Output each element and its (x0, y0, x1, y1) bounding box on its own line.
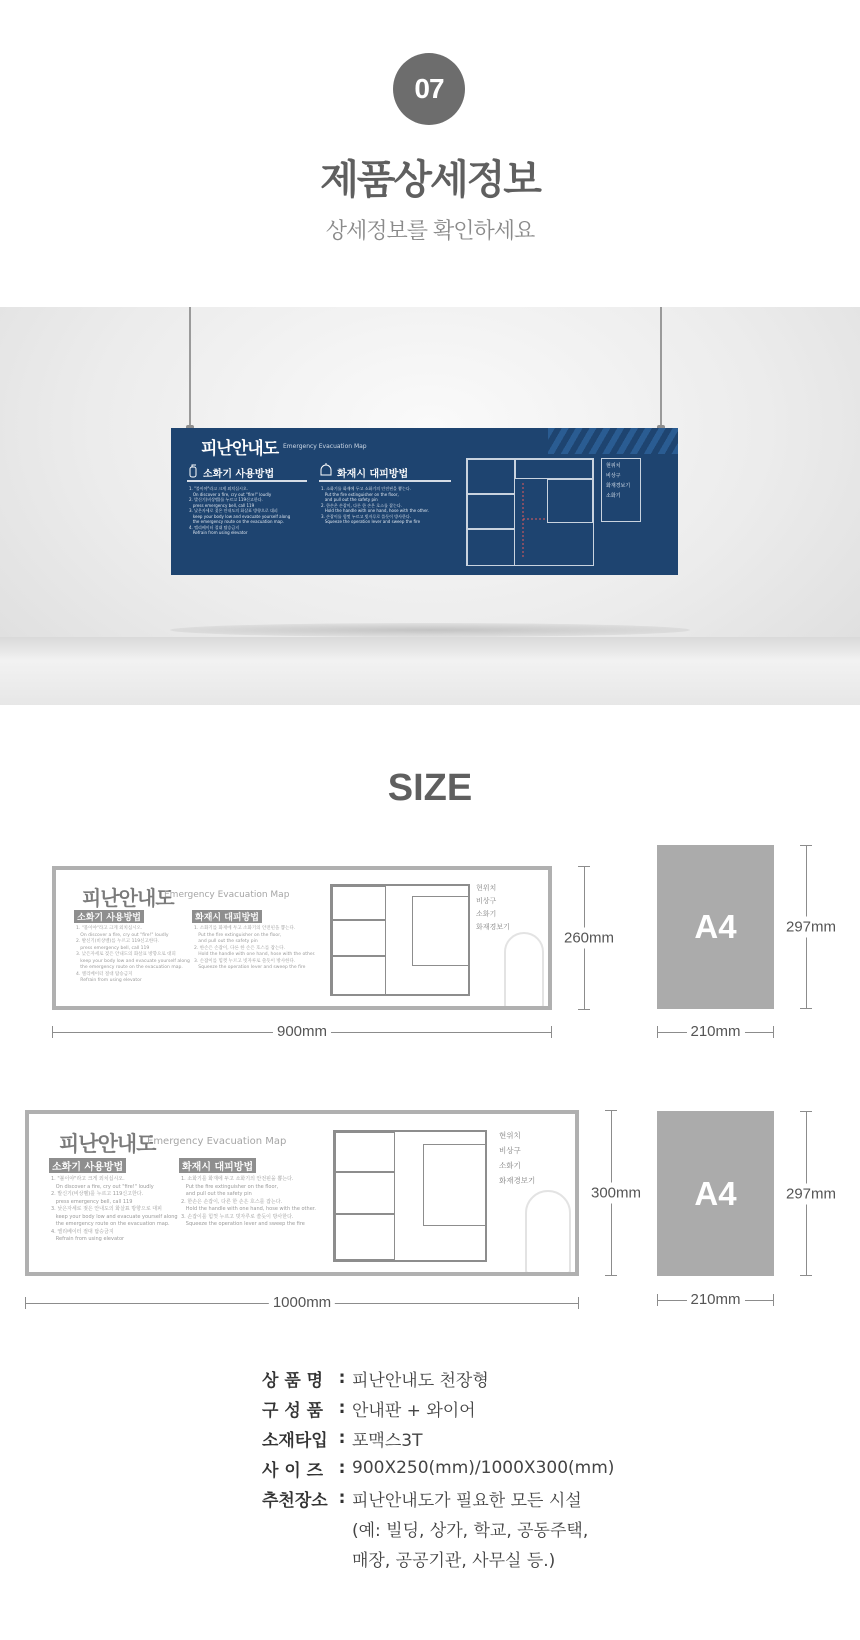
a4-height-label: 297mm (786, 1185, 837, 1202)
map-room (332, 920, 386, 956)
map-legend (601, 458, 641, 522)
decorative-stripes (548, 428, 678, 454)
extinguisher-steps: 1. "불이야"라고 크게 외치십시오. On discover a fire, cry out "fire!" loudly 2. 발신기(비상벨)를 누르고 119신고한다. press emergency bell, call 119 3. 낮은자세로 젖은 안내도의 화살표 방향으로 대피 keep your body low and evacuate yourself along the emergency route on the evacuation map. 4. 엘리베이터 절대 탑승금지 Refrain from using elevator (51, 1176, 178, 1242)
spec-label: 소재타입 (262, 1430, 328, 1451)
extinguisher-steps: 1. "불이야"라고 크게 외치십시오. On discover a fire, cry out "fire!" loudly 2. 발신기(비상벨)를 누르고 119신고한다. press emergency bell, call 119 3. 낮은자세로 젖은 안내도의 화살표 방향으로 대피 keep your body low and evacuate yourself along the emergency route on the evacuation map. 4. 엘리베이터 절대 탑승금지 Refrain from using elevator (189, 486, 291, 535)
legend-item: 비상구 (499, 1146, 521, 1155)
map-room (547, 479, 593, 523)
spec-row-material (262, 1423, 614, 1453)
spec-value: 안내판 + 와이어 (352, 1400, 476, 1421)
sign-diagram-large (25, 1110, 579, 1276)
fire-alarm-icon (319, 463, 333, 477)
hanging-wire-left (189, 307, 191, 433)
evacuation-heading: 화재시 대피방법 (179, 1158, 256, 1173)
sign-title: 피난안내도 (201, 439, 279, 459)
map-room (423, 1144, 487, 1226)
sign-title: 피난안내도 (82, 886, 174, 910)
watermark-figure (504, 932, 544, 1008)
spec-value: 피난안내도가 필요한 모든 시설 (352, 1490, 582, 1511)
spec-colon: : (338, 1458, 346, 1478)
evacuation-heading: 화재시 대피방법 (192, 910, 262, 923)
evacuation-heading: 화재시 대피방법 (337, 469, 409, 480)
height-label: 300mm (591, 1184, 642, 1202)
sign-shadow (170, 623, 690, 637)
spec-colon: : (338, 1488, 346, 1508)
watermark-figure (525, 1190, 571, 1274)
legend-item: 소화기 (476, 910, 497, 918)
a4-width-label: 210mm (686, 1291, 744, 1308)
spec-value: 피난안내도 천장형 (352, 1370, 489, 1391)
sign-title: 피난안내도 (59, 1132, 156, 1156)
spec-label: 사 이 즈 (262, 1460, 324, 1481)
legend-item: 현위치 (499, 1131, 521, 1140)
map-room (467, 459, 515, 494)
dimension-width-small (52, 1023, 552, 1040)
map-room (412, 896, 470, 966)
a4-width-label: 210mm (686, 1023, 744, 1040)
width-label: 1000mm (269, 1294, 335, 1311)
floor-surface (0, 637, 860, 705)
legend-item: 화재경보기 (499, 1176, 536, 1185)
a4-height-label: 297mm (786, 918, 837, 936)
spec-continuation: 매장, 공공기관, 사무실 등.) (352, 1550, 556, 1571)
size-section-title: SIZE (387, 767, 473, 809)
sign-diagram-small (52, 866, 552, 1010)
hanging-wire-right (660, 307, 662, 433)
sign-title-en: Emergency Evacuation Map (283, 443, 367, 450)
hanging-sign-mockup (0, 307, 860, 705)
a4-reference-small: A4 (657, 845, 774, 1009)
spec-row-size (262, 1453, 614, 1483)
spec-colon: : (338, 1398, 346, 1418)
heading-underline (319, 480, 451, 482)
height-label: 260mm (564, 929, 615, 947)
floor-plan-map (333, 1130, 487, 1262)
spec-label: 구 성 품 (262, 1400, 324, 1421)
evacuation-route (519, 479, 549, 565)
a4-reference-large: A4 (657, 1111, 774, 1276)
spec-row-recommended-place (262, 1483, 614, 1513)
map-room (467, 494, 515, 529)
spec-value: 포맥스3T (352, 1430, 423, 1451)
map-room (332, 886, 386, 920)
section-number-badge: 07 (393, 53, 465, 125)
extinguisher-icon (187, 464, 199, 478)
map-legend (499, 1128, 535, 1188)
spec-row-components (262, 1393, 614, 1423)
evacuation-steps: 1. 소화기를 화재에 두고 소화기의 안전핀을 뽑는다. Put the fire extinguisher on the floor, and pull out the safety pin 2. 한손은 손잡이, 다른 한 손은 호스를 잡는다. Hold the handle with one hand, hose with the other. 3. 손잡이를 힘껏 누르고 빗자루로 쓸듯이 방사한다. Squeeze the operation lever and sweep the fire (194, 926, 316, 970)
map-room (467, 529, 515, 566)
legend-item: 현위치 (476, 884, 497, 892)
map-room (335, 1214, 395, 1260)
sign-title-en: Emergency Evacuation Map (147, 1136, 287, 1147)
dimension-a4-width-large (657, 1291, 774, 1308)
map-legend (476, 882, 510, 934)
sign-title-en: Emergency Evacuation Map (164, 890, 290, 900)
map-room (332, 956, 386, 996)
floor-plan-map (466, 458, 594, 566)
legend-item: 화재경보기 (476, 923, 510, 931)
page-subtitle: 상세정보를 확인하세요 (325, 219, 535, 244)
floor-plan-map (330, 884, 470, 996)
page-title: 제품상세정보 (320, 157, 540, 203)
dimension-a4-width-small (657, 1023, 774, 1040)
extinguisher-heading: 소화기 사용방법 (203, 469, 275, 480)
spec-label: 추천장소 (262, 1490, 328, 1511)
heading-underline (187, 480, 307, 482)
extinguisher-heading: 소화기 사용방법 (49, 1158, 126, 1173)
spec-value: 900X250(mm)/1000X300(mm) (352, 1458, 615, 1478)
spec-row-product-name (262, 1363, 614, 1393)
legend-item: 비상구 (476, 897, 497, 905)
spec-label: 상 품 명 (262, 1370, 324, 1391)
dimension-height-large (591, 1110, 642, 1276)
extinguisher-heading: 소화기 사용방법 (74, 910, 144, 923)
evacuation-sign-blue (171, 428, 678, 575)
dimension-a4-height-small (786, 845, 837, 1009)
map-room (335, 1172, 395, 1214)
map-room (515, 459, 593, 479)
dimension-a4-height-large (786, 1111, 837, 1276)
legend-item: 현위치 (606, 463, 621, 469)
spec-continuation: (예: 빌딩, 상가, 학교, 공동주택, (352, 1520, 589, 1541)
legend-item: 소화기 (606, 493, 621, 499)
legend-item: 화재경보기 (606, 483, 631, 489)
spec-colon: : (338, 1368, 346, 1388)
dimension-width-large (25, 1294, 579, 1311)
legend-item: 비상구 (606, 473, 621, 479)
legend-item: 소화기 (499, 1161, 521, 1170)
evacuation-steps: 1. 소화기를 화재에 두고 소화기의 안전핀을 뽑는다. Put the fire extinguisher on the floor, and pull out the safety pin 2. 한손은 손잡이, 다른 한 손은 호스를 잡는다. Hold the handle with one hand, hose with the other. 3. 손잡이를 힘껏 누르고 빗자루로 쓸듯이 방사한다. Squeeze the operation lever and sweep the fire (181, 1176, 316, 1227)
width-label: 900mm (273, 1023, 331, 1040)
evacuation-steps: 1. 소화기를 화재에 두고 소화기의 안전핀을 뽑는다. Put the fire extinguisher on the floor, and pull out the safety pin 2. 한손은 손잡이, 다른 한 손은 호스를 잡는다. Hold the handle with one hand, hose with the other. 3. 손잡이를 힘껏 누르고 빗자루로 쓸듯이 방사한다. Squeeze the operation lever and sweep the fire (321, 486, 429, 524)
extinguisher-steps: 1. "불이야"라고 크게 외치십시오. On discover a fire, cry out "fire!" loudly 2. 발신기(비상벨)를 누르고 119신고한다. press emergency bell, call 119 3. 낮은자세로 젖은 안내도의 화살표 방향으로 대피 keep your body low and evacuate yourself along the emergency route on the evacuation map. 4. 엘리베이터 절대 탑승금지 Refrain from using elevator (76, 926, 190, 983)
dimension-height-small (564, 866, 615, 1010)
spec-colon: : (338, 1428, 346, 1448)
map-room (335, 1132, 395, 1172)
product-spec-list (262, 1363, 614, 1573)
